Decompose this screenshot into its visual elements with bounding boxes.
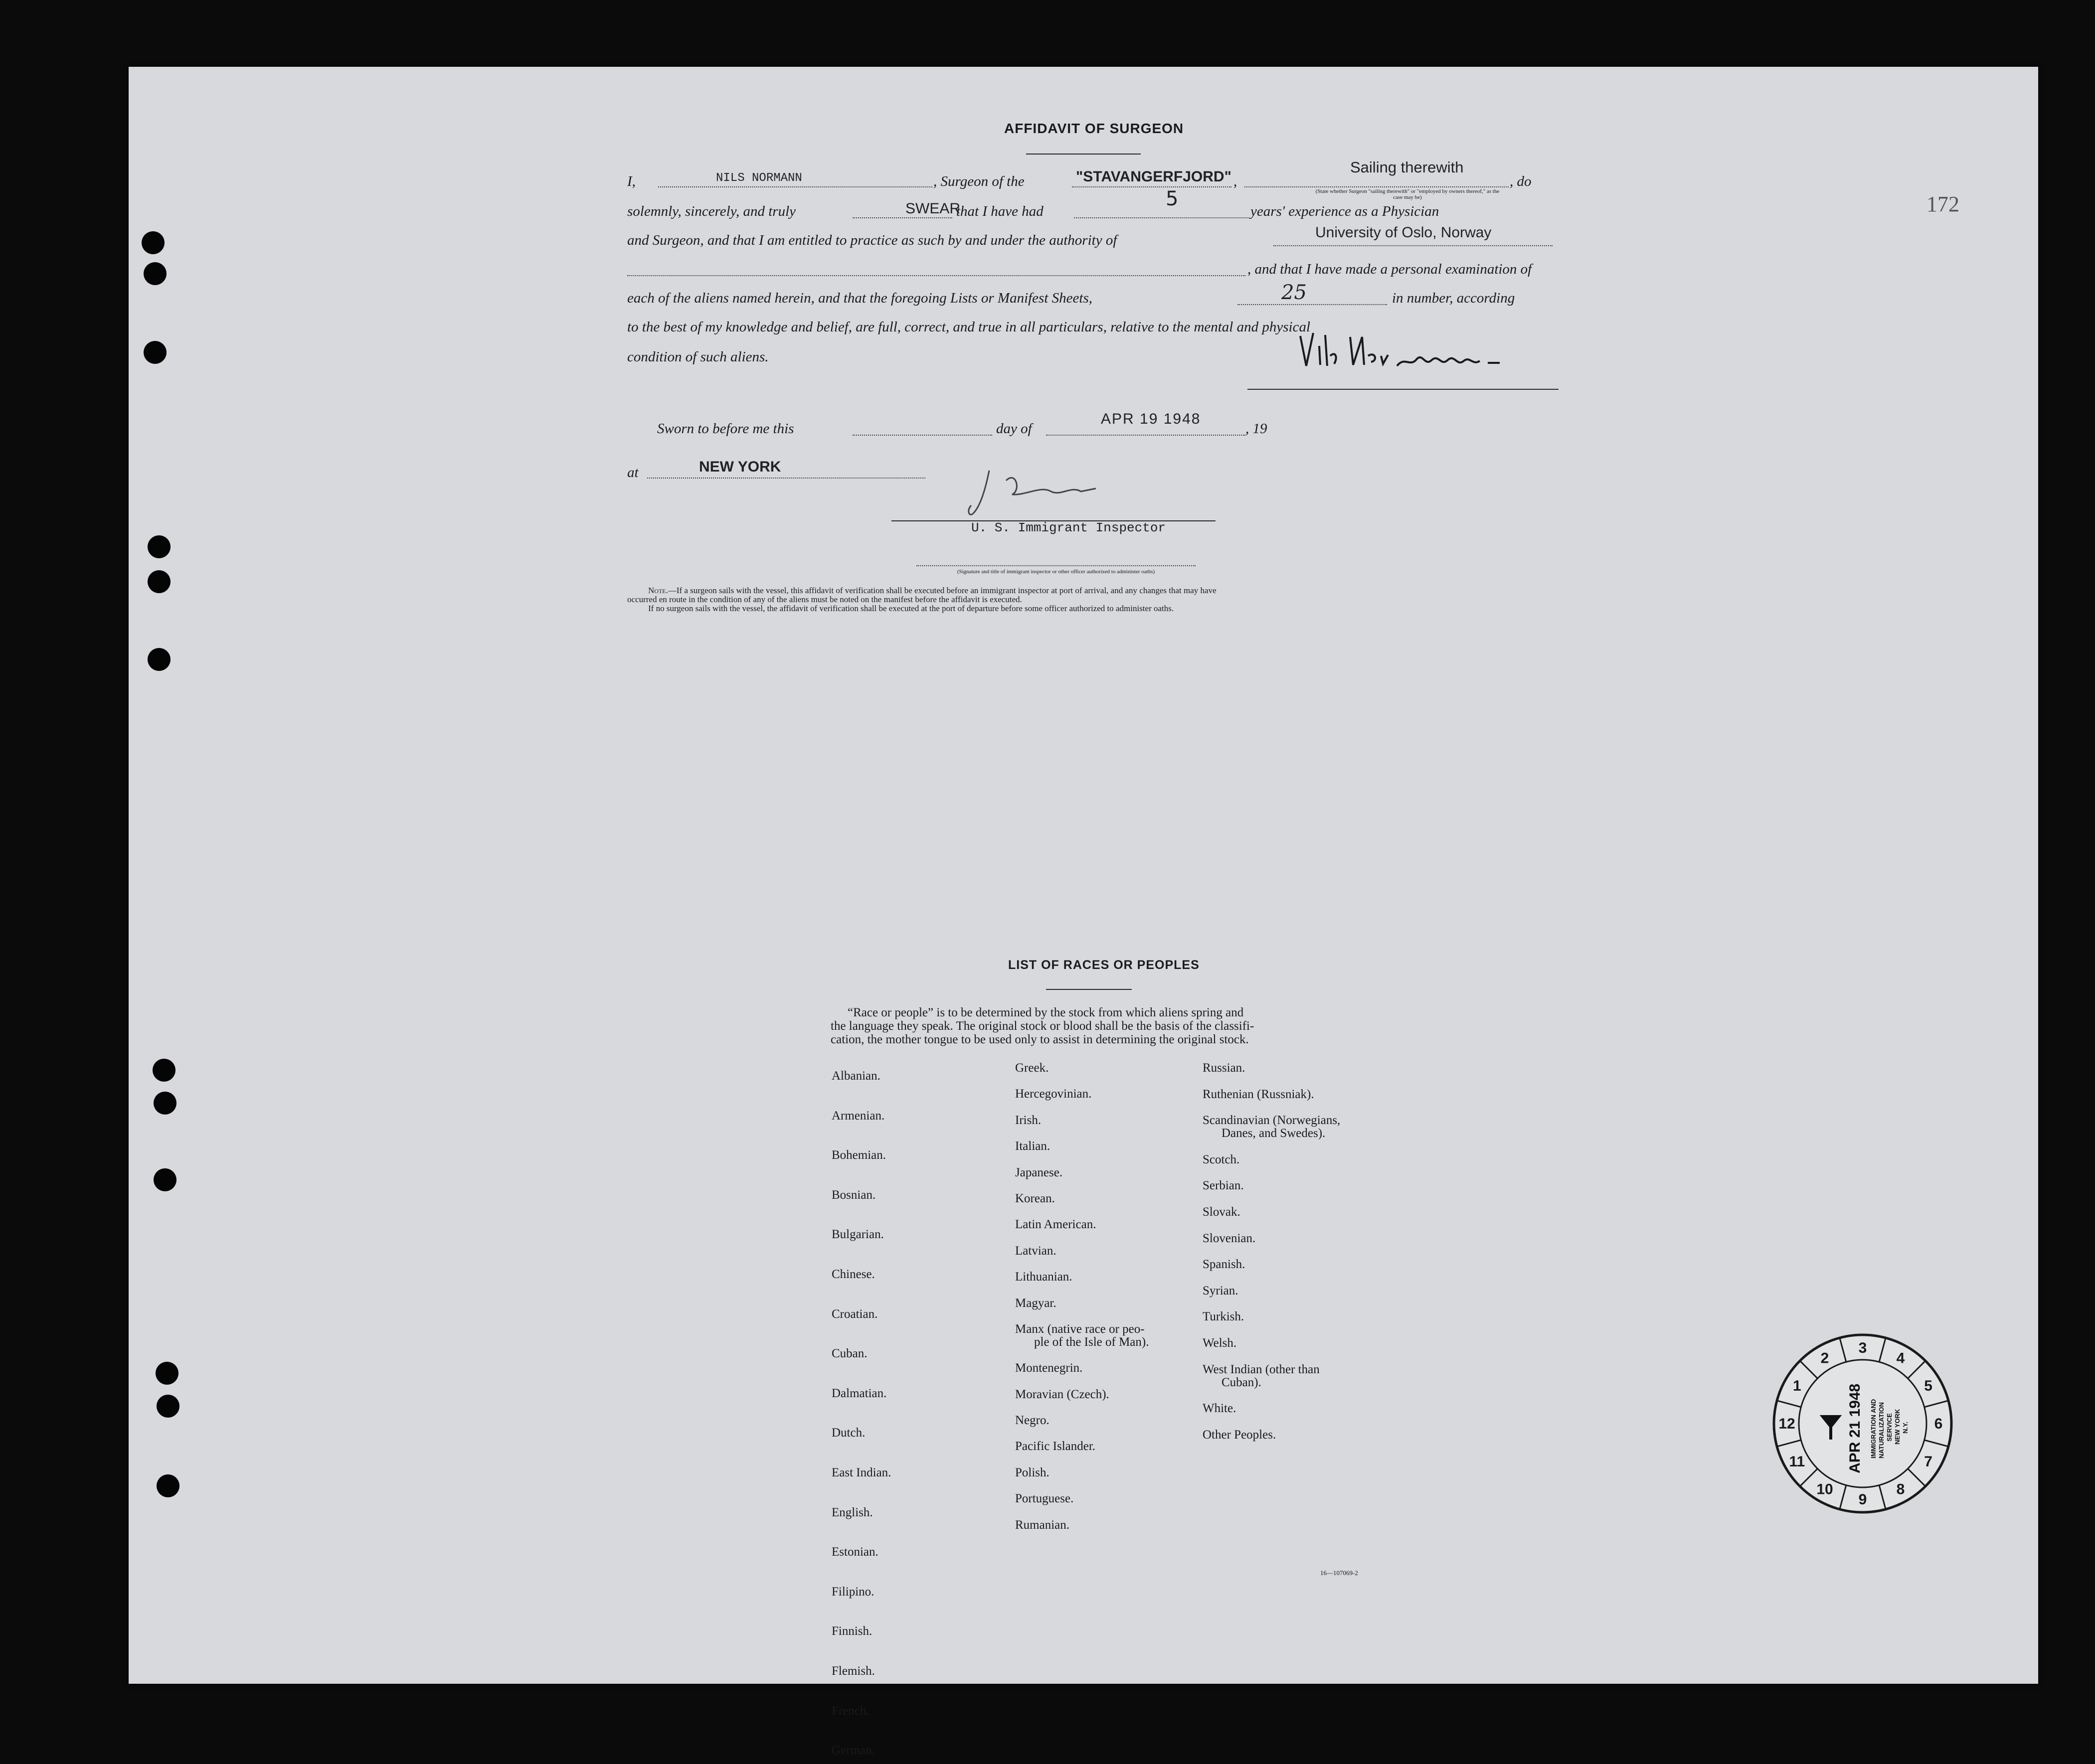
affidavit-text: and Surgeon, and that I am entitled to practice as such by and under the authority of — [627, 232, 1117, 248]
race-item: Syrian. — [1203, 1283, 1238, 1297]
years-value: 5 — [1166, 187, 1179, 210]
affidavit-text: , Surgeon of the — [933, 173, 1025, 189]
intro-line: the language they speak. The original stock or blood shall be the basis of the classifi- — [831, 1019, 1254, 1033]
punch-hole — [144, 262, 167, 285]
punch-hole — [148, 648, 171, 671]
punch-hole — [153, 1059, 175, 1082]
affidavit-text: , and that I have made a personal examination of — [1247, 261, 1532, 277]
race-item: Albanian. — [832, 1069, 880, 1083]
sheets-line — [1237, 304, 1387, 305]
authority-value: University of Oslo, Norway — [1315, 224, 1492, 241]
sworn-text: Sworn to before me this — [657, 421, 794, 437]
place-value: NEW YORK — [699, 459, 781, 475]
stamp-ring-number: 2 — [1820, 1350, 1829, 1367]
stamp-ring-number: 9 — [1858, 1491, 1867, 1508]
note-label: Note. — [648, 586, 668, 595]
ship-line — [1072, 186, 1231, 187]
race-item: Croatian. — [832, 1307, 878, 1321]
race-item: French. — [832, 1704, 870, 1718]
affidavit-note — [627, 586, 1560, 613]
race-item: Bosnian. — [832, 1188, 876, 1202]
name-line — [658, 186, 932, 187]
inspector-line — [916, 565, 1196, 566]
race-item: Scotch. — [1203, 1152, 1240, 1166]
stamp-ring-number: 10 — [1816, 1481, 1833, 1498]
stamp-ring-number: 8 — [1896, 1481, 1905, 1498]
punch-hole — [144, 341, 167, 364]
stamp-ring-number: 12 — [1778, 1416, 1795, 1432]
inspector-note: (Signature and title of immigrant inspector or other officer authorized to administer oaths) — [957, 569, 1155, 575]
race-item: Pacific Islander. — [1015, 1440, 1096, 1453]
race-item: Chinese. — [832, 1267, 875, 1281]
race-item: Armenian. — [832, 1109, 885, 1123]
affidavit-text: each of the aliens named herein, and that the foregoing Lists or Manifest Sheets, — [627, 290, 1092, 306]
race-item: East Indian. — [832, 1465, 891, 1479]
sworn-text: day of — [996, 421, 1032, 437]
race-item: Hercegovinian. — [1015, 1087, 1092, 1101]
race-item: Finnish. — [832, 1624, 873, 1638]
race-item: Negro. — [1015, 1414, 1049, 1428]
status-note: (State whether Surgeon "sailing therewith" or "employed by owners thereof," as the case may be) — [1315, 188, 1500, 200]
race-item: Danes, and Swedes). — [1222, 1126, 1326, 1140]
race-item: Slovak. — [1203, 1205, 1240, 1219]
stamp-text: SERVICE — [1886, 1413, 1893, 1442]
race-item: Cuban. — [832, 1347, 868, 1361]
race-item: Greek. — [1015, 1061, 1049, 1075]
sworn-text: , 19 — [1245, 421, 1267, 437]
race-item: Other Peoples. — [1203, 1428, 1276, 1442]
race-item: Spanish. — [1203, 1258, 1245, 1272]
race-item: Slovenian. — [1203, 1231, 1256, 1245]
race-item: Welsh. — [1203, 1336, 1237, 1350]
stamp-ring-number: 11 — [1789, 1453, 1805, 1470]
stamp-text: N.Y. — [1902, 1422, 1909, 1434]
note-text: occurred en route in the condition of any of the aliens must be noted on the manifest before the affidavit is executed. — [627, 595, 1022, 604]
race-item: Flemish. — [832, 1664, 875, 1678]
race-item: West Indian (other than — [1203, 1362, 1320, 1376]
authority-line-2 — [627, 275, 1245, 276]
race-item: Manx (native race or peo- — [1015, 1322, 1145, 1336]
punch-hole — [154, 1092, 176, 1115]
race-item: Filipino. — [832, 1585, 874, 1599]
races-title: LIST OF RACES OR PEOPLES — [1008, 958, 1200, 972]
race-item: German. — [832, 1744, 875, 1758]
race-item: English. — [832, 1505, 873, 1519]
race-item: Bulgarian. — [832, 1228, 884, 1242]
affidavit-text: to the best of my knowledge and belief, are full, correct, and true in all particulars, relative to the mental and physical — [627, 319, 1311, 335]
stamp-date: APR 21 1948 — [1847, 1383, 1863, 1473]
race-item: Irish. — [1015, 1113, 1042, 1127]
races-column-1 — [832, 1063, 891, 1764]
race-item: Dalmatian. — [832, 1386, 887, 1400]
race-item: Magyar. — [1015, 1296, 1056, 1310]
oath-line — [853, 217, 952, 218]
race-item: ple of the Isle of Man). — [1034, 1335, 1149, 1349]
races-intro — [831, 1006, 1329, 1046]
race-item: Turkish. — [1203, 1310, 1244, 1324]
race-item: Japanese. — [1015, 1165, 1063, 1179]
stamp-ring-number: 1 — [1793, 1378, 1801, 1394]
race-item: Rumanian. — [1015, 1518, 1070, 1532]
race-item: Cuban). — [1222, 1375, 1261, 1389]
place-line — [647, 478, 925, 479]
authority-line — [1273, 245, 1553, 246]
race-item: Scandinavian (Norwegians, — [1203, 1114, 1341, 1127]
immigration-stamp — [1768, 1329, 1957, 1518]
form-number: 16—107069-2 — [1320, 1569, 1358, 1577]
race-item: Polish. — [1015, 1465, 1049, 1479]
stamp-text: NEW YORK — [1894, 1409, 1901, 1444]
race-item: Dutch. — [832, 1426, 866, 1440]
manifest-page — [129, 67, 2038, 1758]
punch-hole — [154, 1168, 176, 1191]
signature-rule — [1247, 389, 1559, 390]
affidavit-text: condition of such aliens. — [627, 349, 769, 365]
inspector-signature — [966, 466, 1106, 520]
intro-line: cation, the mother tongue to be used only to assist in determining the original stock. — [831, 1033, 1249, 1046]
race-item: Lithuanian. — [1015, 1270, 1072, 1284]
years-line — [1074, 217, 1248, 218]
race-item: Latvian. — [1015, 1244, 1056, 1258]
sheets-value: 25 — [1281, 281, 1307, 304]
surgeon-signature — [1295, 326, 1395, 376]
races-column-2 — [1015, 1062, 1149, 1532]
stamp-text: IMMIGRATION AND — [1870, 1399, 1877, 1458]
at-label: at — [627, 465, 639, 481]
note-text: If no surgeon sails with the vessel, the affidavit of verification shall be executed at the port of departure before some officer authorized to administer oaths. — [648, 604, 1174, 613]
page-number: 172 — [1926, 192, 1959, 216]
race-item: Italian. — [1015, 1139, 1050, 1153]
race-item: Latin American. — [1015, 1218, 1096, 1232]
affidavit-text: that I have had — [956, 203, 1044, 219]
oath-value: SWEAR — [905, 200, 961, 217]
affidavit-text: I, — [627, 173, 636, 189]
affidavit-text: , do — [1510, 173, 1532, 189]
punch-hole — [157, 1474, 179, 1497]
stamp-ring-number: 6 — [1934, 1416, 1943, 1432]
status-line — [1244, 186, 1509, 187]
race-item: Bohemian. — [832, 1148, 886, 1162]
race-item: Russian. — [1203, 1061, 1245, 1075]
race-item: Estonian. — [832, 1545, 878, 1559]
races-rule — [1046, 989, 1132, 990]
punch-hole — [142, 231, 165, 254]
punch-hole — [148, 570, 171, 593]
stamp-text: NATURALIZATION — [1878, 1402, 1885, 1458]
affidavit-title: AFFIDAVIT OF SURGEON — [1004, 121, 1184, 136]
surgeon-name: NILS NORMANN — [716, 171, 802, 185]
race-item: White. — [1203, 1402, 1236, 1416]
title-rule — [1026, 154, 1141, 155]
note-text: —If a surgeon sails with the vessel, this affidavit of verification shall be executed before an immigrant inspector at port of arrival, and any changes that may have — [668, 586, 1217, 595]
month-line — [1046, 435, 1245, 436]
inspector-title: U. S. Immigrant Inspector — [971, 520, 1166, 535]
affidavit-text: years' experience as a Physician — [1250, 203, 1439, 219]
stamp-ring-number: 5 — [1924, 1378, 1932, 1394]
race-item: Montenegrin. — [1015, 1361, 1083, 1375]
stamp-ring-number: 4 — [1896, 1350, 1905, 1367]
stamp-ring-number: 7 — [1924, 1453, 1932, 1470]
race-item: Ruthenian (Russniak). — [1203, 1087, 1314, 1101]
race-item: Serbian. — [1203, 1179, 1244, 1193]
race-item: Portuguese. — [1015, 1492, 1074, 1506]
sworn-date: APR 19 1948 — [1101, 411, 1201, 427]
surgeon-signature-tail — [1395, 346, 1505, 371]
punch-hole — [157, 1395, 179, 1418]
ship-name: "STAVANGERFJORD" — [1076, 168, 1231, 185]
affidavit-text: , — [1233, 173, 1237, 189]
races-column-3 — [1203, 1062, 1340, 1442]
punch-hole — [156, 1362, 178, 1385]
affidavit-text: in number, according — [1392, 290, 1515, 306]
status-value: Sailing therewith — [1350, 159, 1464, 176]
affidavit-text: solemnly, sincerely, and truly — [627, 203, 796, 219]
day-line — [853, 435, 992, 436]
race-item: Korean. — [1015, 1191, 1055, 1205]
race-item: Moravian (Czech). — [1015, 1387, 1109, 1401]
intro-line: “Race or people” is to be determined by the stock from which aliens spring and — [848, 1006, 1244, 1019]
stamp-ring-number: 3 — [1858, 1340, 1867, 1356]
punch-hole — [148, 535, 171, 558]
